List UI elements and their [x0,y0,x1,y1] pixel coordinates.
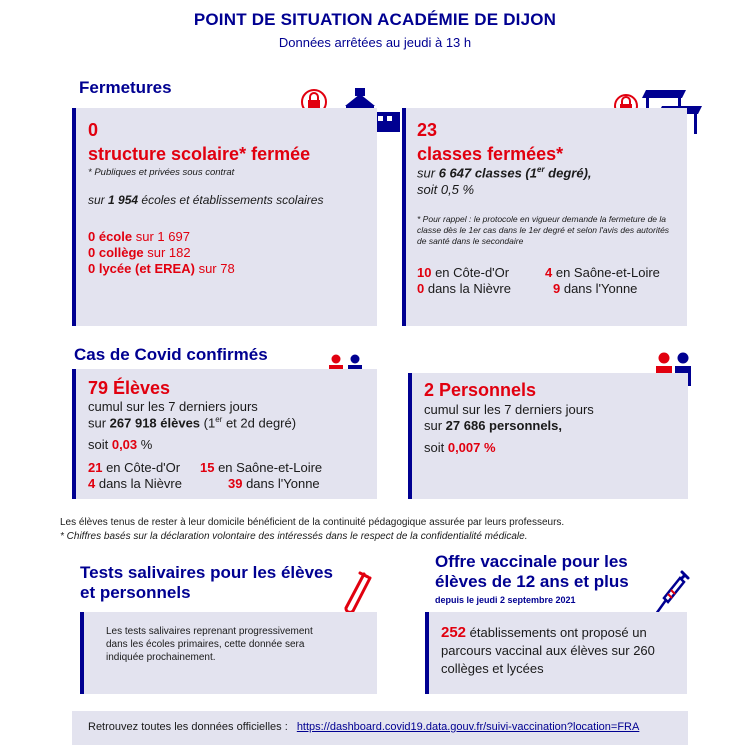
classes-count: 23 [417,120,438,140]
page-title: POINT DE SITUATION ACADÉMIE DE DIJON [193,10,557,29]
covid-heading: Cas de Covid confirmés [74,345,268,364]
lycee-row: 0 lycée (et EREA) sur 78 [88,261,235,276]
syringe-icon [652,568,692,618]
personnels-cumul: cumul sur les 7 derniers jours [424,402,594,417]
eleves-cumul: cumul sur les 7 derniers jours [88,399,258,414]
personnels-sur: sur 27 686 personnels, [424,418,563,433]
notes-line-1: Les élèves tenus de rester à leur domicile bénéficient de la continuité pédagogique assurée par leurs professeurs. [60,517,565,528]
structures-count: 0 [88,120,99,140]
classes-soit: soit 0,5 % [417,182,475,197]
tests-body: Les tests salivaires reprenant progressivement dans les écoles primaires, cette donnée sera indiquée prochainement. [106,626,313,663]
tests-heading: Tests salivaires pour les élèves et personnels [80,563,333,602]
college-row: 0 collège sur 182 [88,245,191,260]
eleves-cote-dor: 21 en Côte-d'Or [88,460,181,475]
structures-sur: sur 1 954 écoles et établissements scolaires [88,193,324,207]
vaccin-body: 252 établissements ont proposé un parcours vaccinal aux élèves sur 260 collèges et lycées [441,624,655,676]
eleves-soit: soit 0,03 % [88,437,153,452]
classes-nievre: 0 dans la Nièvre [417,281,511,296]
classes-note: * Pour rappel : le protocole en vigueur demande la fermeture de la classe dès le 1er cas dans le 1er degré et selon l'avis des autorités de santé dans le secondaire [417,214,670,246]
eleves-title: 79 Élèves [88,378,171,398]
eleves-nievre: 4 dans la Nièvre [88,476,182,491]
eleves-sur: sur 267 918 élèves (1er et 2d degré) [88,415,297,431]
vaccin-since: depuis le jeudi 2 septembre 2021 [435,595,576,605]
footer-text: Retrouvez toutes les données officielles : https://dashboard.covid19.data.gouv.fr/suivi-vaccination?location=FRA [88,721,640,733]
personnels-title: 2 Personnels [424,380,537,400]
structures-label: structure scolaire* fermée [88,144,311,164]
page-subtitle: Données arrêtées au jeudi à 13 h [278,35,472,50]
notes-line-2: * Chiffres basés sur la déclaration volontaire des intéressés dans le respect de la confidentialité médicale. [60,531,528,542]
structures-panel [72,108,377,326]
classes-cote-dor: 10 en Côte-d'Or [417,265,510,280]
eleves-saone: 15 en Saône-et-Loire [200,460,323,475]
test-tube-icon [338,570,372,616]
classes-saone: 4 en Saône-et-Loire [545,265,660,280]
classes-label: classes fermées* [417,144,564,164]
classes-sur: sur 6 647 classes (1er degré), [417,165,592,181]
fermetures-heading: Fermetures [79,78,172,97]
vaccin-heading: Offre vaccinale pour les élèves de 12 ans et plus [435,552,629,591]
structures-note: * Publiques et privées sous contrat [88,167,235,178]
ecole-row: 0 école sur 1 697 [88,229,190,244]
eleves-yonne: 39 dans l'Yonne [228,476,320,491]
classes-yonne: 9 dans l'Yonne [553,281,638,296]
footer-link[interactable]: https://dashboard.covid19.data.gouv.fr/suivi-vaccination?location=FRA [296,721,640,733]
personnels-soit: soit 0,007 % [424,440,496,455]
